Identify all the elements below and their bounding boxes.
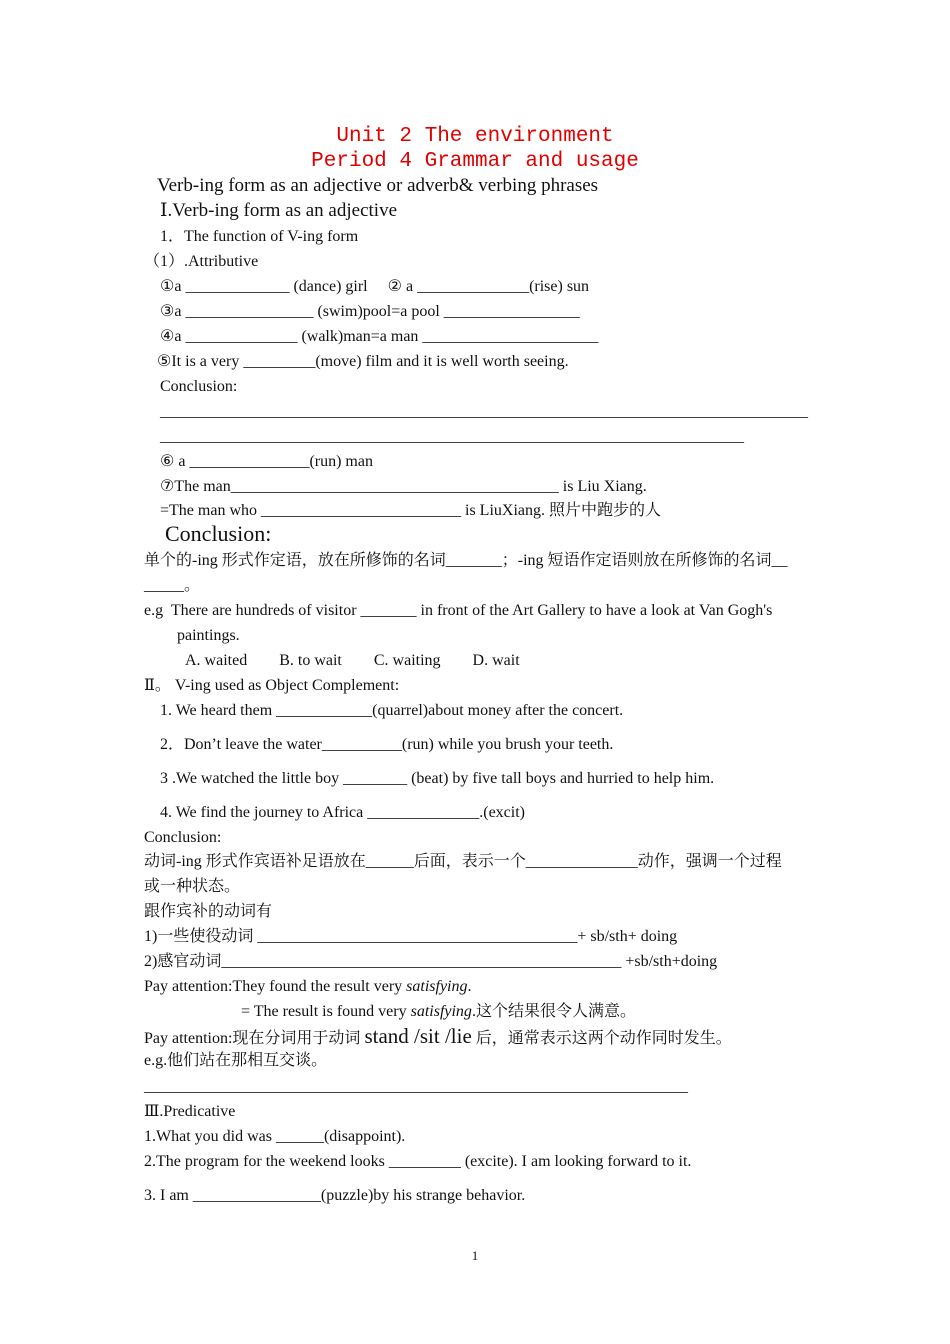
example-chinese: e.g.他们站在那相互交谈。 — [144, 1052, 328, 1069]
pay-attention-2-prefix: Pay attention:现在分词用于动词 — [144, 1030, 365, 1047]
exercise-oc-4: 4. We find the journey to Africa ______________.(excit) — [160, 804, 525, 821]
exercise-pred-3: 3. I am ________________(puzzle)by his strange behavior. — [144, 1187, 526, 1204]
answer-blank-line: ____________________________________________________________________ — [144, 1078, 688, 1095]
page-number: 1 — [471, 1248, 479, 1263]
pay-attention-1b-italic: satisfying — [410, 1003, 472, 1020]
rule-text: 动词-ing 形式作宾语补足语放在______后面，表示一个______________动作，强调一个过程 — [144, 853, 782, 870]
pay-attention-1b-prefix: = The result is found very — [241, 1003, 411, 1020]
section2-heading: Ⅱ。 V-ing used as Object Complement: — [144, 677, 400, 694]
exercise-q7b: =The man who _________________________ is LiuXiang. 照片中跑步的人 — [160, 502, 661, 519]
pay-attention-2 — [144, 1026, 732, 1049]
title-unit: Unit 2 The environment — [336, 125, 614, 148]
subtitle: Verb-ing form as an adjective or adverb& verbing phrases — [157, 175, 599, 196]
example-options: A. waited B. to wait C. waiting D. wait — [185, 652, 520, 669]
exercise-pred-2: 2.The program for the weekend looks _________ (excite). I am looking forward to it. — [144, 1153, 692, 1170]
pay-attention-1 — [144, 977, 472, 997]
exercise-q1-q2: ①a _____________ (dance) girl ② a ______________(rise) sun — [160, 278, 590, 295]
pay-attention-1b-suffix: .这个结果很令人满意。 — [471, 1003, 636, 1020]
exercise-oc-1: 1. We heard them ____________(quarrel)about money after the concert. — [160, 702, 624, 719]
section1-sub1: 1．The function of V-ing form — [160, 228, 359, 245]
exercise-q7: ⑦The man_________________________________________ is Liu Xiang. — [160, 478, 647, 495]
pay-attention-1-suffix: . — [467, 978, 472, 995]
exercise-q3: ③a ________________ (swim)pool=a pool _________________ — [160, 303, 580, 320]
rule-text: 或一种状态。 — [144, 878, 241, 895]
exercise-oc-2: 2．Don’t leave the water__________(run) while you brush your teeth. — [160, 736, 614, 753]
conclusion-heading: Conclusion: — [165, 521, 272, 546]
title-period: Period 4 Grammar and usage — [311, 150, 639, 173]
verbs-causative: 1)一些使役动词 ________________________________________+ sb/sth+ doing — [144, 928, 678, 945]
pay-attention-1b — [241, 1002, 636, 1022]
answer-blank-line: _________________________________________________________________________________ — [160, 403, 808, 420]
section3-heading: Ⅲ.Predicative — [144, 1103, 236, 1120]
exercise-q5: ⑤It is a very _________(move) film and it is well worth seeing. — [157, 353, 569, 370]
conclusion-label-1: Conclusion: — [160, 378, 238, 395]
exercise-q4: ④a ______________ (walk)man=a man ______________________ — [160, 328, 599, 345]
pay-attention-2-verbs: stand /sit /lie — [364, 1024, 472, 1048]
example-question-cont: paintings. — [177, 627, 240, 644]
pay-attention-2-suffix: 后，通常表示这两个动作同时发生。 — [471, 1030, 732, 1047]
exercise-pred-1: 1.What you did was ______(disappoint). — [144, 1128, 406, 1145]
section1-sub2: （1）.Attributive — [144, 253, 259, 270]
exercise-q6: ⑥ a _______________(run) man — [160, 453, 373, 470]
pay-attention-1-prefix: Pay attention:They found the result very — [144, 978, 407, 995]
section1-heading: Ⅰ.Verb-ing form as an adjective — [160, 200, 397, 221]
verbs-perception: 2)感官动词__________________________________________________ +sb/sth+doing — [144, 953, 718, 970]
pay-attention-1-italic: satisfying — [406, 978, 468, 995]
rule-text: _____。 — [144, 577, 201, 594]
exercise-oc-3: 3 .We watched the little boy ________ (beat) by five tall boys and hurried to help him. — [160, 770, 715, 787]
example-question: e.g There are hundreds of visitor _______ in front of the Art Gallery to have a look at Van Gogh's — [144, 602, 773, 619]
answer-blank-line: _________________________________________________________________________ — [160, 428, 744, 445]
verbs-intro: 跟作宾补的动词有 — [144, 903, 273, 920]
rule-text: 单个的-ing 形式作定语，放在所修饰的名词_______；-ing 短语作定语则放在所修饰的名词__ — [144, 552, 788, 569]
conclusion-label-2: Conclusion: — [144, 829, 222, 846]
